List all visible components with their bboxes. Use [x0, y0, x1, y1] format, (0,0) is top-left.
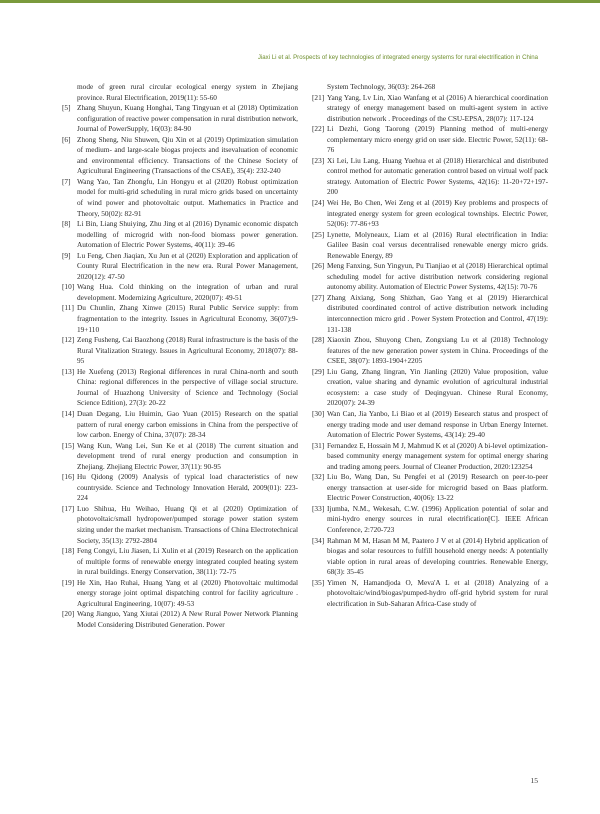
reference-number: [25]	[312, 229, 325, 239]
reference-text: Hu Qidong (2009) Analysis of typical load characteristics of new countryside. Science and Technology Innovation Herald, 2009(01): 223-224	[77, 472, 298, 503]
reference-item	[312, 156, 548, 198]
reference-number: [22]	[312, 124, 325, 134]
reference-text: Wan Can, Jia Yanbo, Li Biao et al (2019) Eesearch status and prospect of energy trading mode and user demand response in Urban Energy Internet. Automation of Electric Power Systems, 43(14): 29-40	[327, 408, 548, 440]
reference-item	[312, 230, 548, 262]
reference-number: [5]	[62, 103, 71, 113]
reference-item	[62, 219, 298, 251]
reference-text: He Xin, Hao Ruhai, Huang Yang et al (2020) Photovoltaic multimodal energy storage joint optimal dispatching control for facility agriculture . Agricultural Engineering, 10(07): 49-53	[77, 577, 298, 608]
reference-item	[62, 335, 298, 367]
reference-item	[312, 472, 548, 504]
reference-continuation	[62, 82, 298, 103]
reference-text: Meng Fanxing, Sun Yingyun, Pu Tianjiao et al (2018) Hierarchical optimal scheduling model for active distribution network considering regional autonomy ability. Automation of Electric Power Systems, 42(15): 70-76	[327, 261, 548, 292]
reference-item	[62, 578, 298, 610]
reference-number: [30]	[312, 408, 325, 418]
reference-number: [11]	[62, 303, 74, 313]
reference-number: [16]	[62, 472, 75, 482]
reference-number: [19]	[62, 577, 75, 587]
reference-item	[62, 609, 298, 630]
reference-text: Du Chunlin, Zhang Xinwe (2015) Rural Public Service supply: from fragmentation to the integrity. Issues in Agricultural Economy, 36(07):9-19+110	[77, 303, 298, 334]
reference-item	[62, 177, 298, 219]
reference-number: [28]	[312, 335, 325, 345]
reference-item	[62, 472, 298, 504]
reference-text: Liu Bo, Wang Dan, Su Pengfei et al (2019) Research on peer-to-peer energy transaction at user-side for microgrid based on Baas platform. Electric Power Construction, 40(06): 13-22	[327, 472, 548, 503]
reference-text: Liu Gang, Zhang lingran, Yin Jianling (2020) Value proposition, value creation, value sharing and dynamic evolution of agricultural industrial ecosystem: a case study of Deqingyuan. Chinese Rural Economy, 2020(07): 24-39	[327, 366, 548, 408]
reference-text: Ijumba, N.M., Wekesah, C.W. (1996) Application potential of solar and mini-hydro energy sources in rural electrification[C]. IEEE African Conference, 2:720-723	[327, 503, 548, 534]
reference-item	[312, 293, 548, 335]
reference-text: Duan Degang, Liu Huimin, Gao Yuan (2015) Research on the spatial pattern of rural energy carbon emissions in China from the perspective of low carbon. Energy of China, 37(07): 28-34	[77, 408, 298, 440]
reference-text: Wang Yao, Tan Zhongfu, Lin Hongyu et al (2020) Robust optimization model for multi-grid scheduling in rural micro grids based on uncertainty of wind power and photovoltaic output. Mathematics in Practice and Theory, 50(02): 82-91	[77, 176, 298, 218]
reference-text: He Xuefeng (2013) Regional differences in rural China-north and south China: regional differences in the perspective of village social structure. Journal of Huazhong University of Science and Technology (Social Science Edition), 27(3): 20-22	[77, 366, 298, 408]
reference-number: [14]	[62, 408, 75, 418]
reference-item	[312, 504, 548, 536]
reference-item	[312, 441, 548, 473]
reference-text: Xi Lei, Liu Lang, Huang Yuehua et al (2018) Hierarchical and distributed control method for automatic generation control based on virtual wolf pack strategy. Automation of Electric Power Systems, 42(16): 11-20+72+197-200	[327, 155, 548, 197]
reference-text: mode of green rural circular ecological energy system in Zhejiang province. Rural Electrification, 2019(11): 55-60	[77, 82, 298, 102]
reference-number: [18]	[62, 546, 75, 556]
reference-number: [23]	[312, 155, 325, 165]
reference-text: Wang Jianguo, Yang Xiutai (2012) A New Rural Power Network Planning Model Considering Distributed Generation. Power	[77, 609, 298, 629]
reference-text: Feng Congyi, Liu Jiasen, Li Xulin et al (2019) Research on the application of multiple forms of renewable energy integrated coupled heating system in rural buildings. Energy Conservation, 38(11): 72-75	[77, 546, 298, 577]
reference-number: [20]	[62, 609, 75, 619]
reference-number: [15]	[62, 440, 75, 450]
reference-item	[62, 303, 298, 335]
reference-item	[62, 441, 298, 473]
reference-item	[62, 409, 298, 441]
reference-number: [13]	[62, 366, 75, 376]
reference-text: Fernandez E, Hossain M J, Mahmud K et al (2020) A bi-level optimization-based community energy management system for optimal energy sharing and trading among peers. Journal of Cleaner Production, 2020:123254	[327, 440, 548, 471]
reference-text: Zeng Fusheng, Cai Baozhong (2018) Rural infrastructure is the basis of the Rural Vitalization Strategy. Issues in Agricultural Economy, 2018(07): 88-95	[77, 335, 298, 366]
reference-text: Lu Feng, Chen Jiaqian, Xu Jun et al (2020) Exploration and application of County Rural Electrification in the new era. Rural Power Management, 2020(12): 47-50	[77, 250, 298, 281]
reference-number: [27]	[312, 292, 325, 302]
reference-number: [29]	[312, 366, 325, 376]
reference-number: [32]	[312, 472, 325, 482]
reference-number: [12]	[62, 335, 75, 345]
reference-text: System Technology, 36(03): 264-268	[327, 82, 436, 91]
reference-item	[62, 103, 298, 135]
reference-item	[62, 504, 298, 546]
reference-number: [7]	[62, 176, 71, 186]
reference-text: Li Dezhi, Gong Taorong (2019) Planning method of multi-energy complementary micro energy grid on user side. Electric Power, 52(11): 68-76	[327, 124, 548, 155]
reference-number: [26]	[312, 261, 325, 271]
reference-item	[312, 409, 548, 441]
reference-text: Li Bin, Liang Shuiying, Zhu Jing et al (2016) Dynamic economic dispatch modelling of microgrid with non-food biomass power generation. Automation of Electric Power Systems, 40(11): 39-46	[77, 219, 298, 250]
reference-number: [6]	[62, 134, 71, 144]
reference-number: [8]	[62, 219, 71, 229]
reference-text: Yang Yang, Lv Lin, Xiao Wanfang et al (2016) A hierarchical coordination strategy of energy management based on multi-agent system in active distribution network . Proceedings of the CSU-EPSA, 28(07): 117-124	[327, 92, 548, 123]
reference-text: Xiaoxin Zhou, Shuyong Chen, Zongxiang Lu et al (2018) Technology features of the new generation power system in China. Proceedings of the CSEE, 38(07): 1893-1904+2205	[327, 335, 548, 366]
reference-item	[312, 367, 548, 409]
reference-text: Wang Hua. Cold thinking on the integration of urban and rural development. Modernizing Agriculture, 2020(07): 49-51	[77, 282, 298, 302]
reference-continuation	[312, 82, 548, 93]
reference-text: Zhang Aixiang, Song Shizhan, Gao Yang et al (2019) Hierarchical distributed coordinated control of active distribution network including interconnection micro grid . Power System Protection and Control, 47(19): 131-138	[327, 292, 548, 334]
reference-item	[312, 335, 548, 367]
running-head: Jiaxi Li et al. Prospects of key technologies of integrated energy systems for rural electrification in China	[257, 54, 538, 61]
reference-item	[312, 198, 548, 230]
reference-item	[62, 135, 298, 177]
reference-item	[312, 578, 548, 610]
reference-text: Rahman M M, Hasan M M, Paatero J V et al (2014) Hybrid application of biogas and solar resources to fulfill household energy needs: A potentially viable option in rural areas of developing countries. Renewable Energy, 68(3): 35-45	[327, 535, 548, 577]
reference-text: Wang Kun, Wang Lei, Sun Ke et al (2018) The current situation and development trend of rural energy production and consumption in Zhejiang. Zhejiang Electric Power, 37(11): 90-95	[77, 440, 298, 471]
reference-text: Zhong Sheng, Niu Shuwen, Qiu Xin et al (2019) Optimization simulation of medium- and large-scale biogas projects and itsevaluation of economic and environmental efficiency. Transactions of the Chinese Society of Agricultural Engineering (Transactions of the CSAE), 35(4): 232-240	[77, 134, 298, 176]
reference-text: Zhang Shuyun, Kuang Honghai, Tang Tingyuan et al (2018) Optimization configuration of reactive power compensation in rural distribution network, Journal of PowerSupply, 16(03): 84-90	[77, 103, 298, 134]
header-accent-bar	[0, 0, 600, 3]
reference-text: Yimen N, Hamandjoda O, Meva'A L et al (2018) Analyzing of a photovoltaic/wind/biogas/pumped-hydro off-grid hybrid system for rural electrification in Sub-Saharan Africa-Case study of	[327, 577, 548, 608]
reference-text: Luo Shihua, Hu Weihao, Huang Qi et al (2020) Optimization of photovoltaic/small hydropower/pumped storage power station system sizing under the market mechanism. Transactions of China Electrotechnical Society, 35(13): 2792-2804	[77, 503, 298, 545]
left-column	[62, 82, 298, 630]
reference-number: [9]	[62, 250, 71, 260]
page-number: 15	[530, 776, 538, 785]
reference-item	[62, 282, 298, 303]
reference-text: Lynette, Molyneaux, Liam et al (2016) Rural electrification in India: Galilee Basin coal versus decentralised renewable energy micro grids. Renewable Energy, 89	[327, 229, 548, 260]
reference-item	[312, 536, 548, 578]
reference-number: [21]	[312, 92, 325, 102]
reference-item	[62, 367, 298, 409]
reference-text: Wei He, Bo Chen, Wei Zeng et al (2019) Key problems and prospects of integrated energy system for green ecological townships. Electric Power, 52(06): 77-86+93	[327, 198, 548, 229]
reference-item	[312, 93, 548, 125]
reference-item	[312, 261, 548, 293]
reference-number: [34]	[312, 535, 325, 545]
reference-number: [24]	[312, 198, 325, 208]
reference-number: [33]	[312, 503, 325, 513]
right-column	[312, 82, 548, 609]
reference-item	[312, 124, 548, 156]
reference-item	[62, 251, 298, 283]
reference-number: [10]	[62, 282, 75, 292]
reference-item	[62, 546, 298, 578]
reference-number: [35]	[312, 577, 325, 587]
reference-number: [31]	[312, 440, 325, 450]
reference-number: [17]	[62, 503, 75, 513]
